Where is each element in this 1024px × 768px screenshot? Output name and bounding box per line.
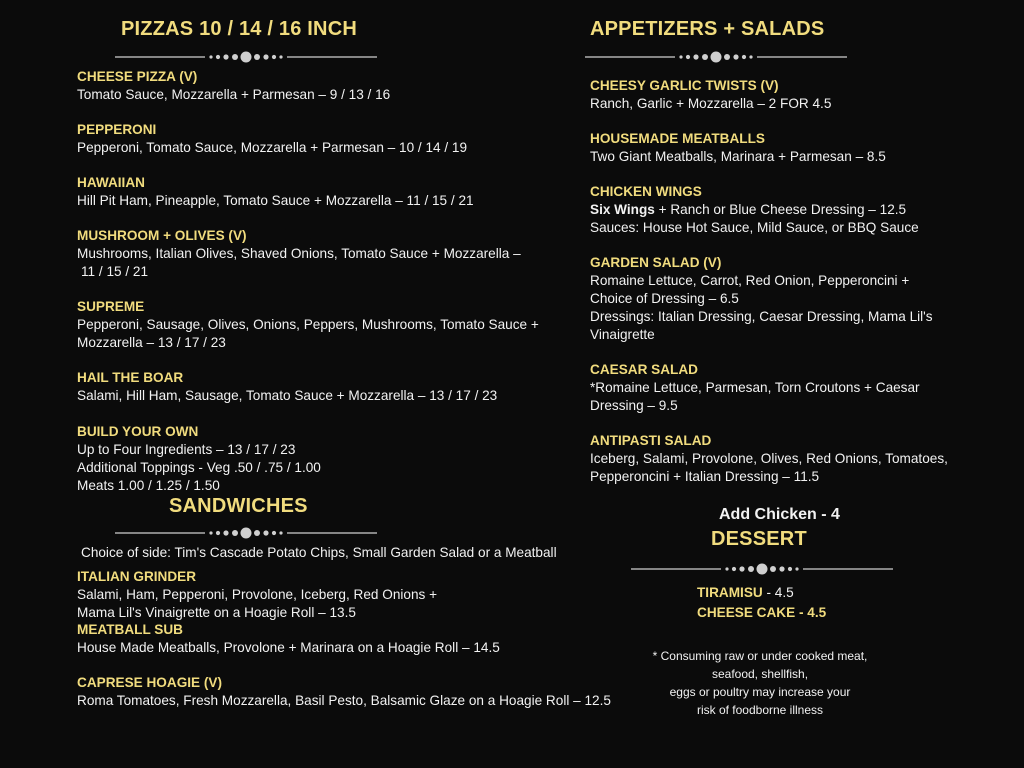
item-name: CHEESE CAKE - 4.5 (697, 605, 827, 620)
item-name: GARDEN SALAD (V) (590, 255, 722, 270)
menu-item-meatball-sub (77, 621, 500, 657)
item-desc: Roma Tomatoes, Fresh Mozzarella, Basil Pesto, Balsamic Glaze on a Hoagie Roll – 12.5 (77, 693, 611, 708)
disclaimer-line: * Consuming raw or under cooked meat, (652, 649, 868, 663)
disclaimer-line: seafood, shellfish, (711, 667, 809, 681)
item-desc: Choice of Dressing – 6.5 (590, 291, 739, 306)
add-chicken-note: Add Chicken - 4 (719, 506, 840, 523)
ornamental-divider-icon (585, 49, 847, 65)
menu-item-supreme (77, 298, 539, 352)
item-desc: Hill Pit Ham, Pineapple, Tomato Sauce + Mozzarella – 11 / 15 / 21 (77, 193, 474, 208)
pizzas-title: PIZZAS 10 / 14 / 16 INCH (121, 18, 357, 40)
item-name: CAESAR SALAD (590, 362, 698, 377)
item-desc: Vinaigrette (590, 327, 655, 342)
menu-item-pepperoni (77, 121, 467, 157)
item-desc-bold: Six Wings (590, 202, 655, 217)
menu-item-housemade-meatballs (590, 130, 886, 166)
item-desc: Mushrooms, Italian Olives, Shaved Onions, Tomato Sauce + Mozzarella – (77, 246, 521, 261)
item-name: BUILD YOUR OWN (77, 424, 199, 439)
item-name: HOUSEMADE MEATBALLS (590, 131, 765, 146)
item-desc: Tomato Sauce, Mozzarella + Parmesan – 9 / 13 / 16 (77, 87, 391, 102)
menu-item-mushroom-olives (77, 227, 521, 281)
ornamental-divider-icon (115, 49, 377, 65)
item-desc: Two Giant Meatballs, Marinara + Parmesan – 8.5 (590, 149, 886, 164)
item-desc: Meats 1.00 / 1.25 / 1.50 (77, 478, 220, 493)
menu-item-antipasti-salad (590, 432, 948, 486)
item-name: MUSHROOM + OLIVES (V) (77, 228, 247, 243)
item-desc: Salami, Hill Ham, Sausage, Tomato Sauce + Mozzarella – 13 / 17 / 23 (77, 388, 498, 403)
dessert-title: DESSERT (711, 528, 807, 550)
item-desc: Pepperoni, Sausage, Olives, Onions, Peppers, Mushrooms, Tomato Sauce + (77, 317, 539, 332)
item-name: CHICKEN WINGS (590, 184, 702, 199)
ornamental-divider-icon (631, 561, 893, 577)
item-desc (590, 201, 919, 219)
item-desc: House Made Meatballs, Provolone + Marinara on a Hoagie Roll – 14.5 (77, 640, 500, 655)
item-name: SUPREME (77, 299, 145, 314)
item-desc: Dressing – 9.5 (590, 398, 678, 413)
item-desc: Pepperoni, Tomato Sauce, Mozzarella + Parmesan – 10 / 14 / 19 (77, 140, 468, 155)
item-desc: Dressings: Italian Dressing, Caesar Dressing, Mama Lil's (590, 309, 933, 324)
item-name: PEPPERONI (77, 122, 157, 137)
item-desc: Romaine Lettuce, Carrot, Red Onion, Pepperoncini + (590, 273, 910, 288)
item-desc: Ranch, Garlic + Mozzarella – 2 FOR 4.5 (590, 96, 832, 111)
item-desc: Additional Toppings - Veg .50 / .75 / 1.00 (77, 460, 321, 475)
item-desc: Up to Four Ingredients – 13 / 17 / 23 (77, 442, 296, 457)
menu-item-tiramisu (697, 585, 794, 600)
item-name: HAWAIIAN (77, 175, 145, 190)
item-desc: Mama Lil's Vinaigrette on a Hoagie Roll – 13.5 (77, 605, 356, 620)
side-choice-note: Choice of side: Tim's Cascade Potato Chips, Small Garden Salad or a Meatball (81, 545, 557, 560)
disclaimer-line: eggs or poultry may increase your (669, 685, 851, 699)
item-name: HAIL THE BOAR (77, 370, 184, 385)
item-name: ANTIPASTI SALAD (590, 433, 712, 448)
menu-item-cheese-cake (697, 605, 826, 620)
item-name: CHEESE PIZZA (V) (77, 69, 198, 84)
item-desc: *Romaine Lettuce, Parmesan, Torn Croutons + Caesar (590, 380, 920, 395)
menu-item-hawaiian (77, 174, 474, 210)
item-price: - 4.5 (762, 585, 794, 600)
item-name: ITALIAN GRINDER (77, 569, 197, 584)
menu-item-garden-salad (590, 254, 933, 344)
item-desc: Iceberg, Salami, Provolone, Olives, Red Onions, Tomatoes, (590, 451, 948, 466)
item-name: CAPRESE HOAGIE (V) (77, 675, 223, 690)
item-desc: 11 / 15 / 21 (81, 264, 149, 279)
menu-item-build-your-own (77, 423, 321, 495)
item-name: MEATBALL SUB (77, 622, 183, 637)
menu-item-italian-grinder (77, 568, 437, 622)
menu-item-cheese-pizza (77, 68, 390, 104)
item-name: CHEESY GARLIC TWISTS (V) (590, 78, 779, 93)
item-desc: Salami, Ham, Pepperoni, Provolone, Iceberg, Red Onions + (77, 587, 438, 602)
menu-item-hail-the-boar (77, 369, 497, 405)
menu-item-chicken-wings (590, 183, 919, 237)
item-desc: Sauces: House Hot Sauce, Mild Sauce, or BBQ Sauce (590, 220, 919, 235)
menu-item-cheesy-garlic-twists (590, 77, 831, 113)
item-desc: Mozzarella – 13 / 17 / 23 (77, 335, 226, 350)
food-safety-disclaimer (640, 647, 880, 719)
item-desc: Pepperoncini + Italian Dressing – 11.5 (590, 469, 820, 484)
sandwiches-title: SANDWICHES (169, 495, 308, 517)
item-name: TIRAMISU (697, 585, 763, 600)
menu-item-caesar-salad (590, 361, 920, 415)
disclaimer-line: risk of foodborne illness (696, 703, 824, 717)
ornamental-divider-icon (115, 525, 377, 541)
menu-item-caprese-hoagie (77, 674, 611, 710)
item-desc-rest: + Ranch or Blue Cheese Dressing – 12.5 (654, 202, 907, 217)
appetizers-title: APPETIZERS + SALADS (590, 18, 825, 40)
